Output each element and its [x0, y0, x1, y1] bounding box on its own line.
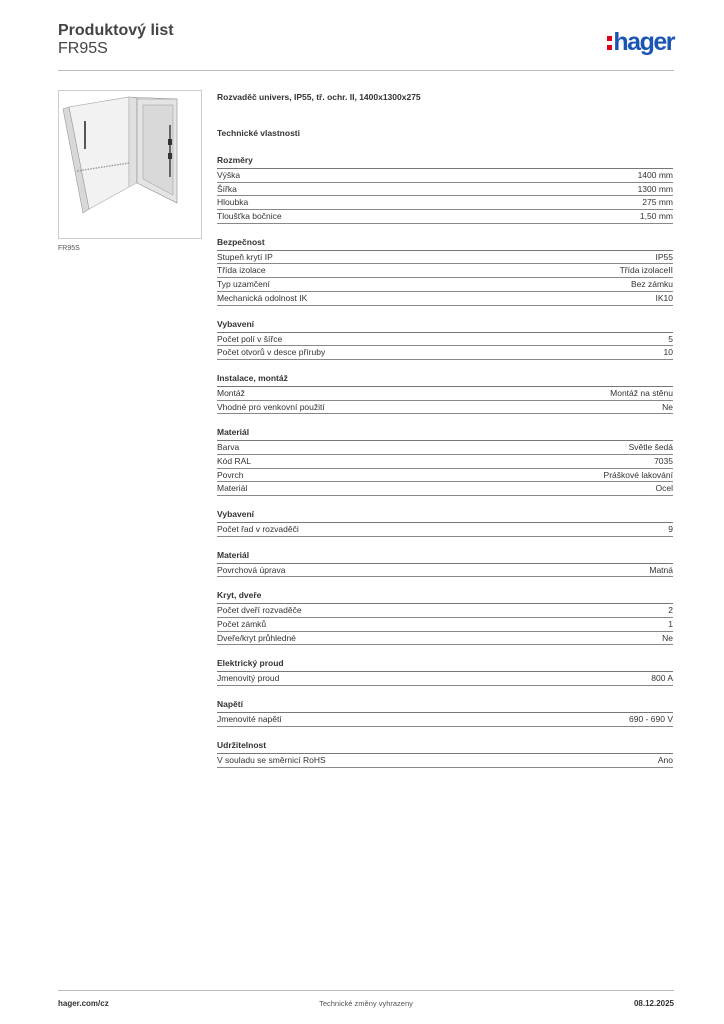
spec-label: Počet zámků: [217, 619, 267, 630]
spec-section: [217, 509, 673, 537]
spec-value: IK10: [655, 292, 673, 303]
spec-row: [217, 278, 673, 292]
section-heading: Vybavení: [217, 509, 673, 523]
section-heading: Elektrický proud: [217, 658, 673, 672]
spec-value: Třída izolaceII: [619, 265, 673, 276]
spec-value: Práškové lakování: [603, 469, 673, 480]
product-title: Rozvaděč univers, IP55, tř. ochr. II, 1400x1300x275: [217, 92, 421, 102]
footer-date: 08.12.2025: [633, 999, 674, 1008]
logo-dots-icon: [607, 33, 612, 51]
spec-label: Kód RAL: [217, 455, 252, 466]
spec-row: [217, 251, 673, 265]
spec-row: [217, 169, 673, 183]
spec-label: Tloušťka bočnice: [217, 211, 282, 222]
spec-label: Počet otvorů v desce příruby: [217, 347, 326, 358]
spec-value: 7035: [654, 455, 673, 466]
spec-label: Vhodné pro venkovní použití: [217, 401, 325, 412]
spec-label: Materiál: [217, 483, 248, 494]
spec-row: [217, 387, 673, 401]
spec-label: Počet řad v rozvaděči: [217, 524, 299, 534]
spec-section: [217, 155, 673, 224]
spec-content: [217, 92, 673, 768]
page-footer: [58, 990, 674, 1008]
section-heading: Bezpečnost: [217, 237, 673, 251]
spec-section: [217, 550, 673, 578]
spec-label: Hloubka: [217, 197, 249, 208]
spec-value: Bez zámku: [630, 279, 673, 290]
section-heading: Instalace, montáž: [217, 373, 673, 387]
section-heading: Rozměry: [217, 155, 673, 169]
spec-section: [217, 590, 673, 645]
spec-row: [217, 196, 673, 210]
spec-row: [217, 333, 673, 347]
spec-section: [217, 237, 673, 306]
spec-label: Šířka: [217, 183, 237, 194]
spec-label: V souladu se směrnicí RoHS: [217, 754, 326, 765]
spec-row: [217, 292, 673, 306]
spec-value: 1400 mm: [637, 170, 673, 180]
spec-section: [217, 740, 673, 768]
section-heading: Udržitelnost: [217, 740, 673, 754]
section-heading: Materiál: [217, 550, 673, 564]
spec-row: [217, 183, 673, 197]
spec-row: [217, 713, 673, 727]
footer-website-link[interactable]: hager.com/cz: [58, 999, 109, 1008]
product-code: FR95S: [58, 40, 108, 57]
spec-label: Třída izolace: [217, 265, 266, 276]
spec-label: Dveře/kryt průhledné: [217, 632, 296, 643]
spec-section: [217, 373, 673, 414]
spec-label: Typ uzamčení: [217, 279, 270, 290]
spec-section: [217, 699, 673, 727]
section-heading: Napětí: [217, 699, 673, 713]
spec-section: [217, 319, 673, 360]
spec-row: [217, 604, 673, 618]
section-heading: Kryt, dveře: [217, 590, 673, 604]
spec-label: Stupeň krytí IP: [217, 251, 273, 262]
spec-label: Povrch: [217, 469, 244, 480]
spec-row: [217, 618, 673, 632]
spec-row: [217, 523, 673, 537]
spec-value: 5: [668, 333, 673, 344]
spec-section: [217, 658, 673, 686]
spec-row: [217, 264, 673, 278]
footer-disclaimer: Technické změny vyhrazeny: [319, 999, 413, 1008]
logo-text: hager: [613, 28, 674, 56]
spec-label: Počet dveří rozvaděče: [217, 605, 302, 616]
spec-row: [217, 482, 673, 496]
spec-label: Počet polí v šířce: [217, 333, 283, 344]
tech-heading: Technické vlastnosti: [217, 128, 300, 138]
spec-value: 1,50 mm: [639, 211, 673, 222]
spec-label: Výška: [217, 170, 241, 180]
hager-logo: [607, 28, 674, 57]
spec-row: [217, 346, 673, 360]
spec-value: IP55: [655, 251, 673, 262]
page-title: Produktový list: [58, 22, 174, 39]
section-heading: Vybavení: [217, 319, 673, 333]
spec-value: 800 A: [651, 673, 673, 684]
spec-section: [217, 427, 673, 496]
spec-value: Ocel: [655, 483, 673, 494]
spec-value: 1: [668, 619, 673, 630]
section-heading: Materiál: [217, 427, 673, 441]
spec-value: 2: [668, 605, 673, 616]
spec-value: 1300 mm: [637, 183, 673, 194]
spec-row: [217, 401, 673, 415]
product-image: [58, 90, 202, 239]
spec-value: 10: [663, 347, 673, 358]
spec-row: [217, 210, 673, 224]
spec-value: Ne: [662, 632, 673, 643]
image-caption: FR95S: [58, 245, 80, 252]
spec-value: 690 - 690 V: [629, 714, 673, 725]
spec-value: Montáž na stěnu: [610, 387, 673, 398]
spec-value: Ano: [657, 754, 673, 765]
page-header: [58, 20, 674, 71]
spec-value: 275 mm: [642, 197, 673, 208]
spec-row: [217, 564, 673, 578]
spec-value: Světle šedá: [628, 442, 673, 453]
spec-label: Montáž: [217, 387, 245, 398]
spec-row: [217, 632, 673, 646]
spec-value: Ne: [662, 401, 673, 412]
spec-row: [217, 455, 673, 469]
spec-row: [217, 754, 673, 768]
cabinet-illustration: [59, 91, 201, 238]
spec-label: Povrchová úprava: [217, 564, 286, 575]
spec-label: Barva: [217, 442, 240, 453]
spec-value: Matná: [649, 564, 673, 575]
spec-label: Mechanická odolnost IK: [217, 292, 308, 303]
spec-value: 9: [668, 524, 673, 534]
spec-row: [217, 469, 673, 483]
spec-label: Jmenovité napětí: [217, 714, 282, 725]
spec-row: [217, 441, 673, 455]
spec-row: [217, 672, 673, 686]
spec-label: Jmenovitý proud: [217, 673, 280, 684]
